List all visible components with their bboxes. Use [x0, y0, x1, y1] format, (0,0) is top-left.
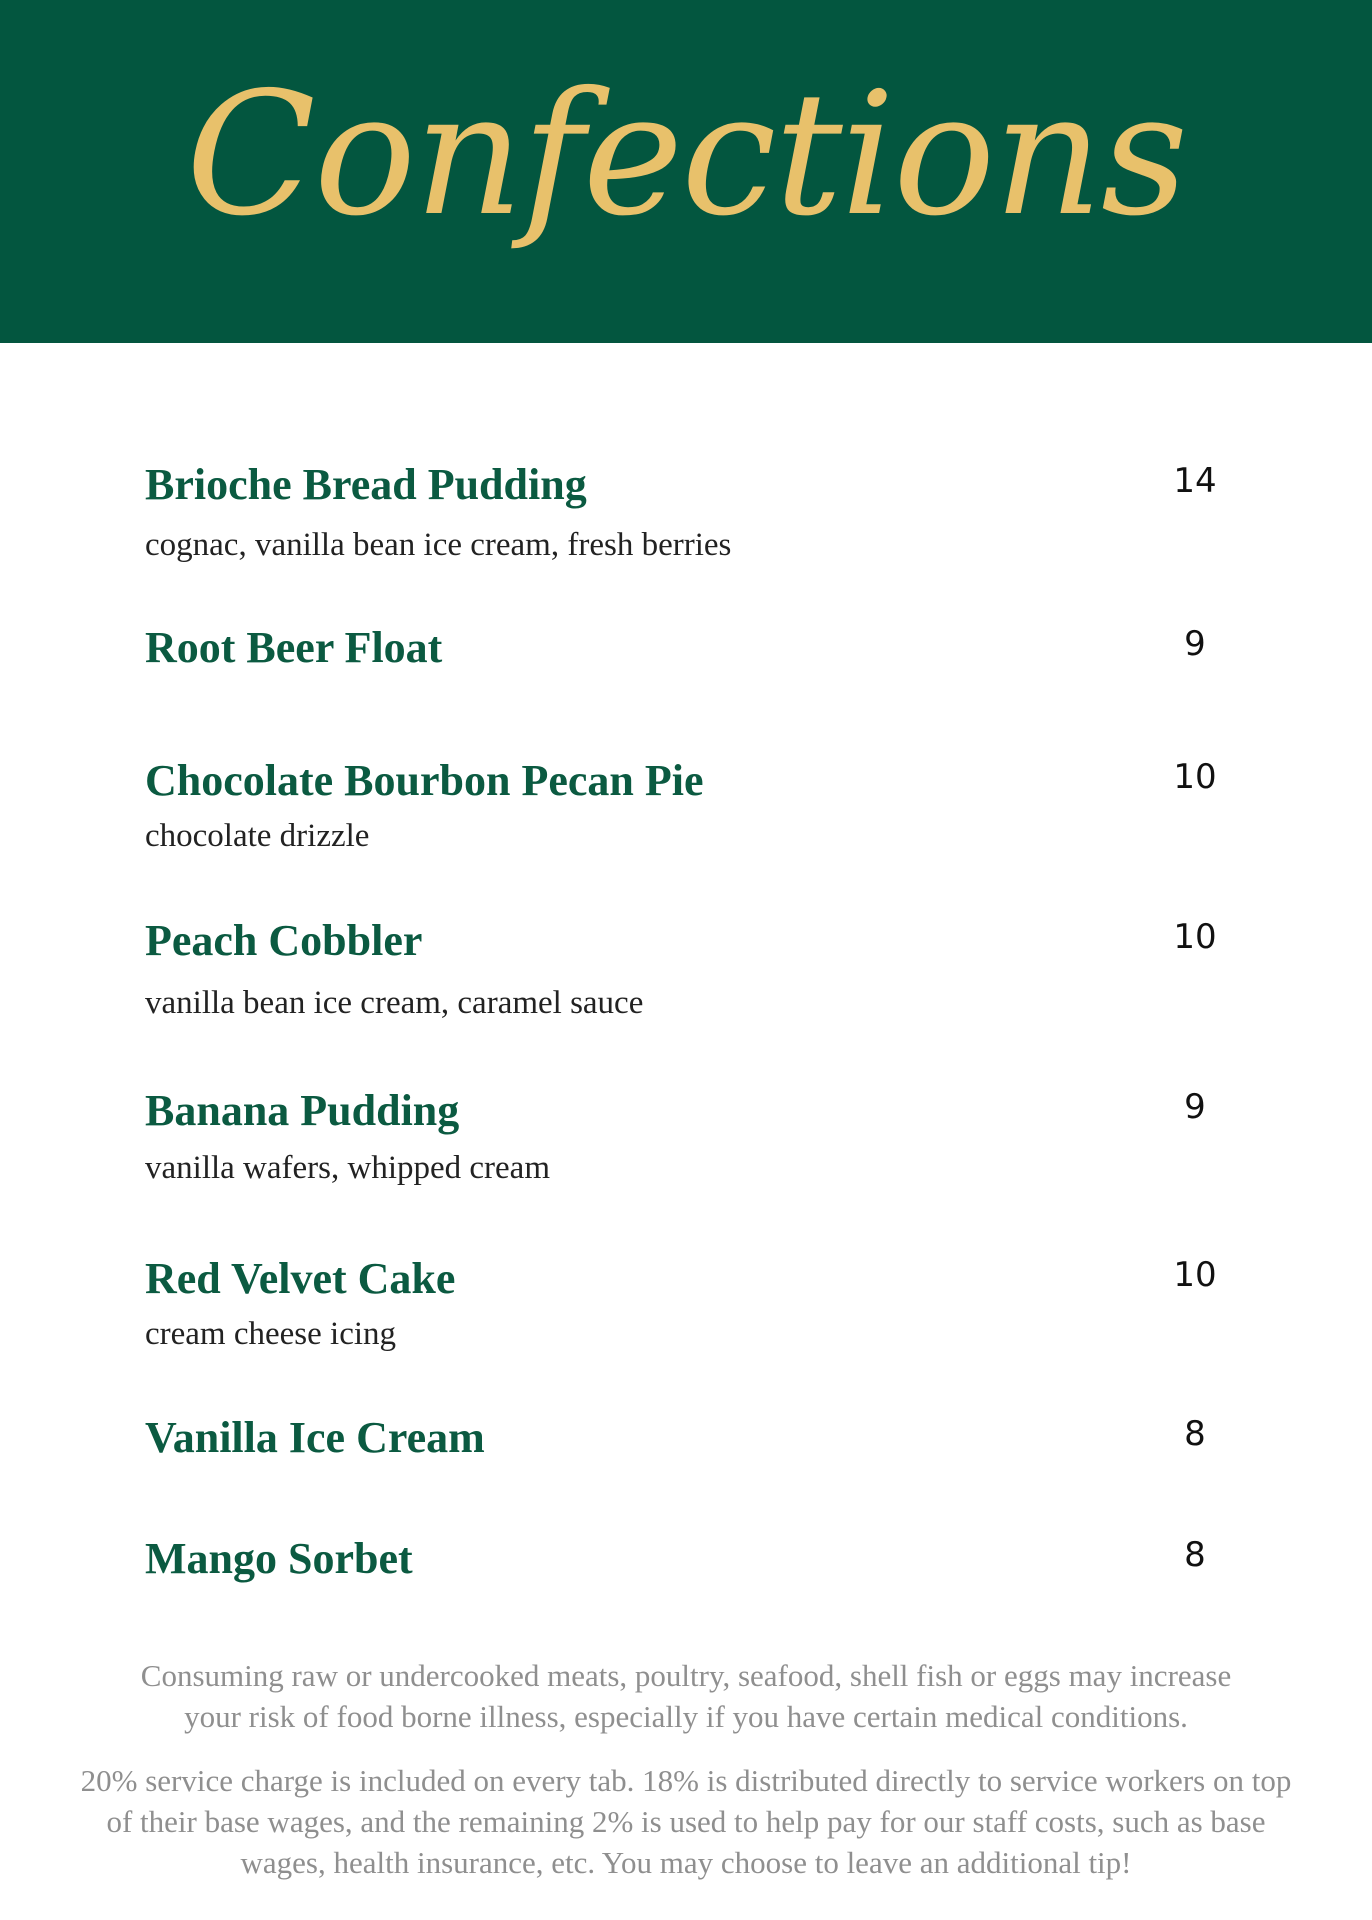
menu-item-price: 9: [1184, 1087, 1206, 1127]
menu-item-name: Banana Pudding: [145, 1086, 460, 1135]
menu-item-name: Peach Cobbler: [145, 916, 423, 965]
menu-item-price: 9: [1184, 624, 1206, 664]
disclaimer-line: Consuming raw or undercooked meats, poultry, seafood, shell fish or eggs may increase: [140, 1658, 1232, 1693]
menu-item-price: 8: [1184, 1535, 1206, 1575]
menu-item-description: vanilla bean ice cream, caramel sauce: [145, 985, 644, 1021]
food-safety-disclaimer: [0, 1655, 1372, 1737]
menu-item-price: 8: [1184, 1414, 1206, 1454]
menu-item-description: vanilla wafers, whipped cream: [145, 1150, 550, 1186]
menu-item-name: Root Beer Float: [145, 623, 443, 672]
service-charge-line: 20% service charge is included on every tab. 18% is distributed directly to service workers on top: [80, 1763, 1292, 1798]
menu-item-price: 10: [1173, 917, 1217, 957]
menu-item-description: cognac, vanilla bean ice cream, fresh berries: [145, 527, 732, 563]
service-charge-line: wages, health insurance, etc. You may choose to leave an additional tip!: [240, 1845, 1132, 1880]
menu-item-name: Mango Sorbet: [145, 1534, 413, 1583]
menu-item-price: 10: [1173, 757, 1217, 797]
menu-item-description: cream cheese icing: [145, 1316, 397, 1352]
menu-item-name: Chocolate Bourbon Pecan Pie: [145, 756, 704, 805]
service-charge-line: of their base wages, and the remaining 2% is used to help pay for our staff costs, such as base: [106, 1804, 1266, 1839]
menu-title: Confections: [185, 56, 1187, 254]
menu-item-name: Red Velvet Cake: [145, 1254, 456, 1303]
menu-item-name: Vanilla Ice Cream: [145, 1413, 485, 1462]
menu-item-name: Brioche Bread Pudding: [145, 460, 587, 509]
service-charge-note: [0, 1760, 1372, 1883]
menu-item-price: 10: [1173, 1255, 1217, 1295]
menu-item-price: 14: [1173, 461, 1217, 501]
menu-item-description: chocolate drizzle: [145, 818, 370, 854]
disclaimer-line: your risk of food borne illness, especially if you have certain medical conditions.: [184, 1699, 1188, 1734]
